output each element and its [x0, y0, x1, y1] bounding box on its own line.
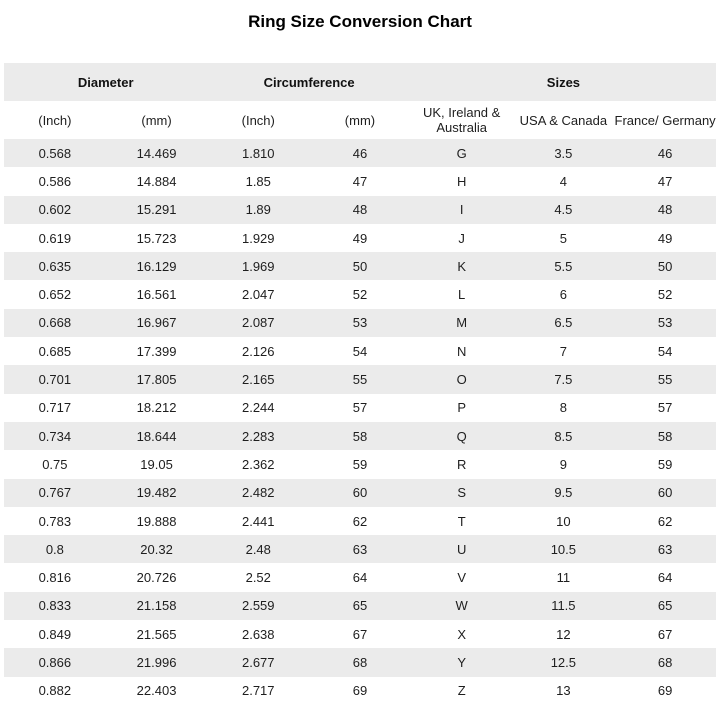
- table-cell: 53: [352, 315, 368, 331]
- table-cell: 0.568: [38, 145, 72, 161]
- table-cell: 62: [657, 513, 673, 529]
- table-row: [4, 337, 716, 365]
- col-header-circumference-inch: (Inch): [207, 101, 309, 139]
- table-cell: 15.291: [136, 202, 177, 218]
- table-cell: 59: [657, 456, 673, 472]
- table-cell: 54: [352, 343, 368, 359]
- table-cell: 22.403: [136, 683, 177, 699]
- table-cell: Q: [456, 428, 467, 444]
- table-row: [4, 507, 716, 535]
- table-cell: 60: [657, 485, 673, 501]
- table-cell: 62: [352, 513, 368, 529]
- table-cell: 0.652: [38, 287, 72, 303]
- table-cell: 67: [657, 626, 673, 642]
- table-row: [4, 309, 716, 337]
- table-cell: 0.866: [38, 654, 72, 670]
- table-row: [4, 196, 716, 224]
- table-cell: 0.701: [38, 372, 72, 388]
- table-row: [4, 450, 716, 478]
- table-cell: P: [457, 400, 466, 416]
- table-cell: 2.677: [241, 654, 275, 670]
- table-cell: 2.047: [241, 287, 275, 303]
- table-cell: 0.849: [38, 626, 72, 642]
- table-cell: 60: [352, 485, 368, 501]
- table-cell: X: [457, 626, 466, 642]
- table-cell: 7: [559, 343, 567, 359]
- table-cell: Z: [457, 683, 466, 699]
- table-cell: 64: [352, 570, 368, 586]
- table-cell: V: [457, 570, 466, 586]
- col-header-france-germany: France/ Germany: [614, 101, 716, 139]
- table-cell: 48: [657, 202, 673, 218]
- table-cell: T: [457, 513, 466, 529]
- col-header-circumference-mm: (mm): [309, 101, 411, 139]
- table-cell: 2.559: [241, 598, 275, 614]
- table-cell: 52: [657, 287, 673, 303]
- table-cell: 50: [657, 258, 673, 274]
- table-cell: 49: [352, 230, 368, 246]
- table-cell: 1.810: [241, 145, 275, 161]
- table-cell: 11.5: [551, 598, 576, 614]
- table-cell: 5.5: [554, 258, 573, 274]
- table-cell: 55: [352, 372, 368, 388]
- group-header-diameter: Diameter: [4, 63, 207, 101]
- table-cell: 16.129: [136, 258, 177, 274]
- table-cell: 69: [657, 683, 673, 699]
- table-cell: 20.32: [140, 541, 173, 557]
- table-cell: 46: [657, 145, 673, 161]
- table-cell: 2.717: [241, 683, 275, 699]
- table-cell: 0.816: [38, 570, 72, 586]
- table-cell: 4: [559, 173, 567, 189]
- table-cell: 0.767: [38, 485, 72, 501]
- table-cell: 0.75: [42, 456, 68, 472]
- table-cell: 1.969: [241, 258, 275, 274]
- table-cell: 7.5: [554, 372, 573, 388]
- table-cell: H: [456, 173, 467, 189]
- table-row: [4, 479, 716, 507]
- table-cell: 6: [559, 287, 567, 303]
- table-cell: 5: [559, 230, 567, 246]
- table-cell: 67: [352, 626, 368, 642]
- table-cell: U: [456, 541, 467, 557]
- table-cell: M: [456, 315, 468, 331]
- table-cell: 64: [657, 570, 673, 586]
- table-cell: 57: [352, 400, 368, 416]
- table-cell: J: [458, 230, 465, 246]
- table-cell: L: [458, 287, 466, 303]
- table-cell: 58: [657, 428, 673, 444]
- table-cell: 15.723: [136, 230, 177, 246]
- table-cell: 2.126: [241, 343, 275, 359]
- table-cell: 50: [352, 258, 368, 274]
- table-cell: S: [457, 485, 466, 501]
- table-row: [4, 139, 716, 167]
- table-cell: O: [456, 372, 467, 388]
- table-cell: 8.5: [554, 428, 573, 444]
- table-cell: 2.087: [241, 315, 275, 331]
- table-cell: 16.561: [136, 287, 177, 303]
- table-cell: 52: [352, 287, 368, 303]
- table-cell: 19.482: [136, 485, 177, 501]
- table-cell: 47: [657, 173, 673, 189]
- table-cell: R: [456, 456, 467, 472]
- table-cell: 48: [352, 202, 368, 218]
- table-row: [4, 224, 716, 252]
- table-cell: 8: [559, 400, 567, 416]
- table-cell: 69: [352, 683, 368, 699]
- table-cell: 55: [657, 372, 673, 388]
- table-cell: 0.668: [38, 315, 72, 331]
- table-cell: 0.586: [38, 173, 72, 189]
- table-cell: 68: [352, 654, 368, 670]
- table-cell: 0.635: [38, 258, 72, 274]
- table-cell: 9: [559, 456, 567, 472]
- table-cell: 2.482: [241, 485, 275, 501]
- table-cell: 2.165: [241, 372, 275, 388]
- table-cell: 0.602: [38, 202, 72, 218]
- table-cell: 59: [352, 456, 368, 472]
- table-cell: 10: [556, 513, 571, 529]
- table-cell: 2.283: [241, 428, 275, 444]
- table-cell: I: [459, 202, 464, 218]
- table-cell: 63: [657, 541, 673, 557]
- table-cell: 14.884: [136, 173, 177, 189]
- table-cell: 13: [556, 683, 571, 699]
- table-cell: G: [456, 145, 467, 161]
- col-header-diameter-inch: (Inch): [4, 101, 106, 139]
- table-cell: 2.244: [241, 400, 275, 416]
- table-cell: 9.5: [554, 485, 573, 501]
- table-row: [4, 592, 716, 620]
- table-cell: 0.783: [38, 513, 72, 529]
- group-header-sizes: Sizes: [411, 63, 716, 101]
- table-cell: 21.565: [136, 626, 177, 642]
- table-cell: 46: [352, 145, 368, 161]
- table-cell: 0.882: [38, 683, 72, 699]
- col-header-uk-ireland-australia: UK, Ireland & Australia: [411, 101, 513, 139]
- table-cell: 47: [352, 173, 368, 189]
- ring-size-table: [4, 63, 716, 705]
- table-cell: 6.5: [554, 315, 573, 331]
- table-cell: 54: [657, 343, 673, 359]
- table-cell: 0.685: [38, 343, 72, 359]
- table-cell: 0.717: [38, 400, 72, 416]
- table-cell: 2.48: [245, 541, 271, 557]
- table-cell: 17.805: [136, 372, 177, 388]
- table-cell: K: [457, 258, 466, 274]
- table-cell: 63: [352, 541, 368, 557]
- table-cell: 2.52: [245, 570, 271, 586]
- table-cell: 65: [352, 598, 368, 614]
- group-header-row: [4, 63, 716, 101]
- table-row: [4, 677, 716, 705]
- table-cell: 21.996: [136, 654, 177, 670]
- table-row: [4, 563, 716, 591]
- table-cell: 65: [657, 598, 673, 614]
- table-cell: 2.362: [241, 456, 275, 472]
- table-cell: 20.726: [136, 570, 177, 586]
- table-cell: 17.399: [136, 343, 177, 359]
- table-row: [4, 648, 716, 676]
- table-cell: 53: [657, 315, 673, 331]
- group-header-circumference: Circumference: [207, 63, 410, 101]
- table-cell: W: [455, 598, 468, 614]
- table-header: [4, 63, 716, 139]
- col-header-usa-canada: USA & Canada: [513, 101, 615, 139]
- table-cell: 58: [352, 428, 368, 444]
- table-cell: 3.5: [554, 145, 573, 161]
- table-cell: 18.212: [136, 400, 177, 416]
- table-cell: 12.5: [550, 654, 577, 670]
- table-cell: 1.85: [245, 173, 271, 189]
- table-cell: 16.967: [136, 315, 177, 331]
- col-header-diameter-mm: (mm): [106, 101, 208, 139]
- table-body: [4, 139, 716, 705]
- table-cell: 49: [657, 230, 673, 246]
- table-row: [4, 252, 716, 280]
- table-cell: 1.89: [245, 202, 271, 218]
- table-cell: 21.158: [136, 598, 177, 614]
- table-cell: 18.644: [136, 428, 177, 444]
- table-cell: 2.638: [241, 626, 275, 642]
- table-row: [4, 365, 716, 393]
- table-cell: 0.833: [38, 598, 72, 614]
- table-cell: 68: [657, 654, 673, 670]
- table-row: [4, 422, 716, 450]
- page-title: Ring Size Conversion Chart: [248, 12, 472, 31]
- table-cell: 0.734: [38, 428, 72, 444]
- table-cell: Y: [457, 654, 466, 670]
- table-cell: 11: [556, 570, 571, 586]
- table-row: [4, 620, 716, 648]
- table-cell: 14.469: [136, 145, 177, 161]
- column-header-row: [4, 101, 716, 139]
- table-cell: 2.441: [241, 513, 275, 529]
- table-row: [4, 394, 716, 422]
- table-cell: N: [456, 343, 467, 359]
- table-cell: 0.619: [38, 230, 72, 246]
- table-cell: 0.8: [45, 541, 64, 557]
- table-cell: 4.5: [554, 202, 573, 218]
- table-cell: 19.05: [140, 456, 173, 472]
- table-cell: 12: [556, 626, 571, 642]
- table-row: [4, 280, 716, 308]
- table-cell: 1.929: [241, 230, 275, 246]
- table-cell: 19.888: [136, 513, 177, 529]
- table-row: [4, 167, 716, 195]
- table-cell: 57: [657, 400, 673, 416]
- table-cell: 10.5: [550, 541, 577, 557]
- table-row: [4, 535, 716, 563]
